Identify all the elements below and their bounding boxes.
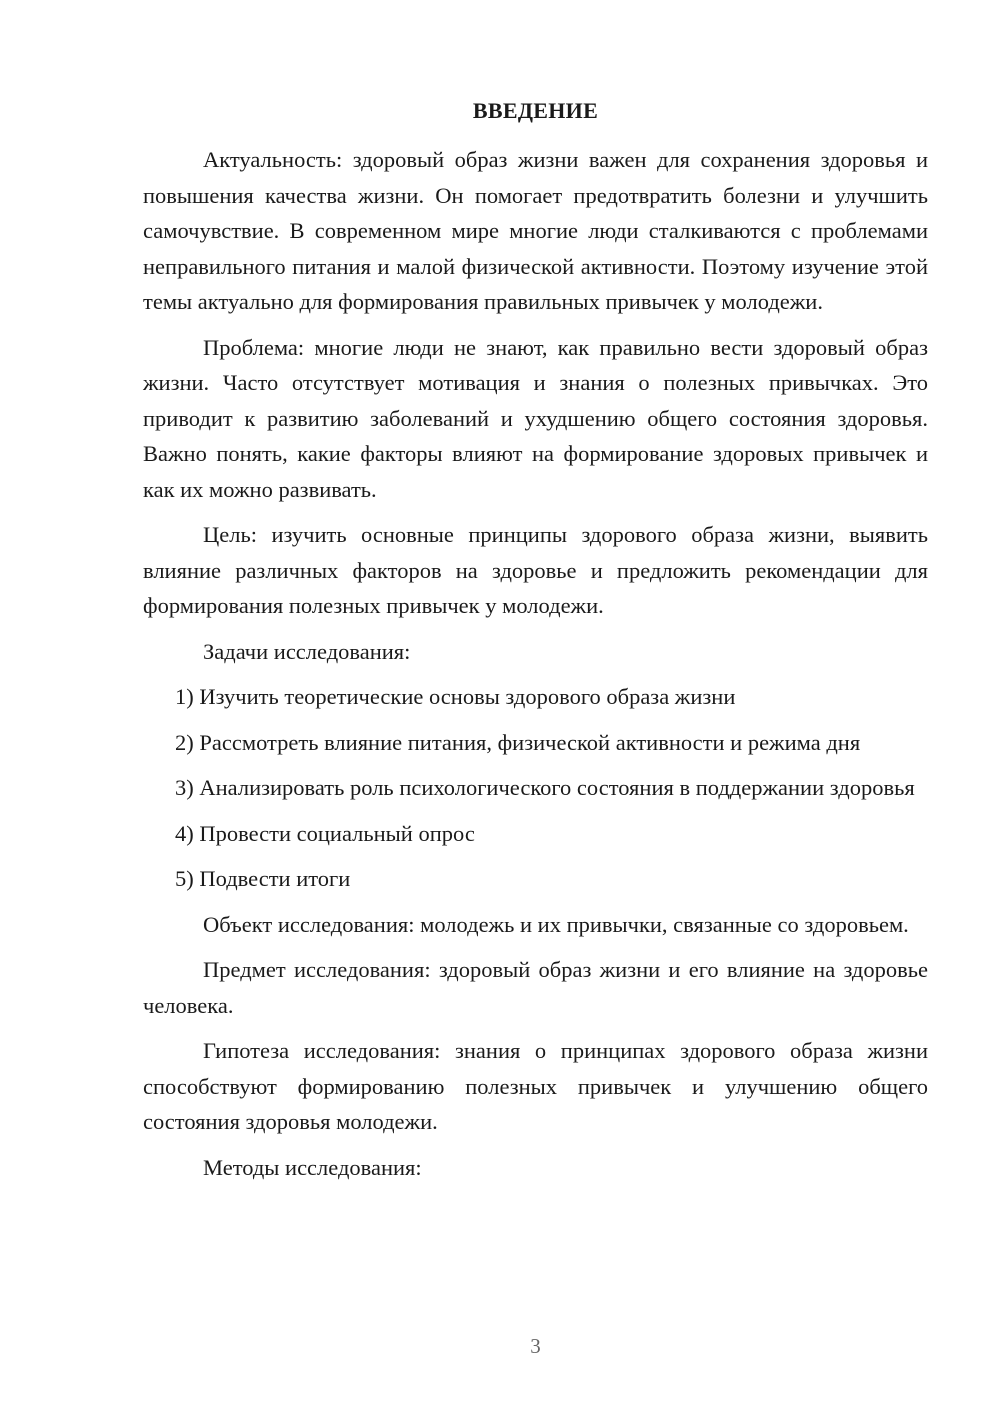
task-number: 5) [175,866,194,891]
tasks-title: Задачи исследования: [203,638,411,664]
task-item [143,816,928,852]
task-item [143,770,928,806]
paragraph-problem: Проблема: многие люди не знают, как правильно вести здоровый образ жизни. Часто отсутствует мотивация и знания о полезных привычках. Это приводит к развитию заболеваний и ухудшению общего состояния здоровья. Важно понять, какие факторы влияют на формирование здоровых привычек и как их можно развивать. [143,334,928,502]
task-item [143,725,928,761]
task-text: Анализировать роль психологического состояния в поддержании здоровья [199,775,915,800]
task-number: 2) [175,729,194,755]
paragraph-subject: Предмет исследования: здоровый образ жизни и его влияние на здоровье человека. [143,957,928,1018]
page-number: 3 [530,1334,541,1358]
task-number: 4) [175,820,194,846]
task-text: Подвести итоги [199,866,351,891]
task-text: Рассмотреть влияние питания, физической активности и режима дня [199,729,861,755]
task-text: Провести социальный опрос [199,820,475,846]
methods-title: Методы исследования: [203,1154,422,1180]
task-number: 3) [175,775,194,800]
paragraph-object: Объект исследования: молодежь и их привычки, связанные со здоровьем. [203,911,909,937]
body-text [143,142,928,1195]
task-item [143,679,928,715]
task-number: 1) [175,684,194,709]
paragraph-goal: Цель: изучить основные принципы здорового образа жизни, выявить влияние различных факторов на здоровье и предложить рекомендации для формирования полезных привычек у молодежи. [143,522,928,618]
task-item [143,861,928,897]
document-page [143,0,928,1414]
paragraph-relevance: Актуальность: здоровый образ жизни важен для сохранения здоровья и повышения качества жизни. Он помогает предотвратить болезни и улучшить самочувствие. В современном мире многие люди сталкиваются с проблемами неправильного питания и малой физической активности. Поэтому изучение этой темы актуально для формирования правильных привычек у молодежи. [143,147,928,314]
task-text: Изучить теоретические основы здорового образа жизни [199,684,736,709]
section-heading: ВВЕДЕНИЕ [472,98,599,123]
paragraph-hypothesis: Гипотеза исследования: знания о принципах здорового образа жизни способствуют формированию полезных привычек и улучшению общего состояния здоровья молодежи. [143,1038,928,1134]
